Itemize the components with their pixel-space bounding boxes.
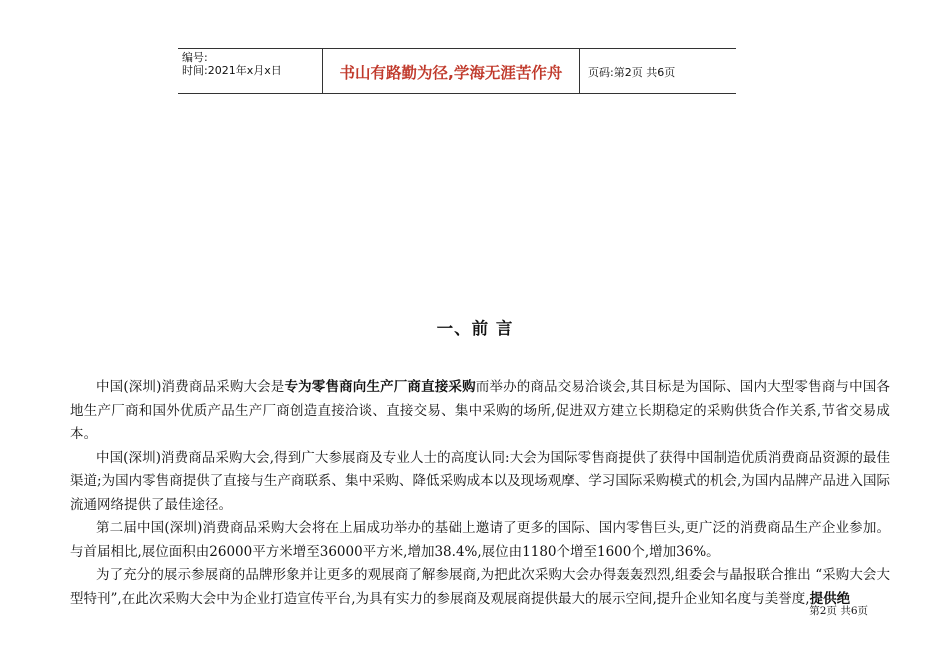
header-motto: 书山有路勤为径,学海无涯苦作舟: [339, 64, 563, 82]
header-page-cell: [580, 49, 736, 93]
section-title: 一、前 言: [436, 319, 514, 338]
header-meta-cell: [178, 49, 322, 93]
paragraph-3: 第二届中国(深圳)消费商品采购大会将在上届成功举办的基础上邀请了更多的国际、国内零售巨头,更广泛的消费商品生产企业参加。与首届相比,展位面积由26000平方米增至36000平方米,增加38.4%,展位由1180个增至1600个,增加36%。: [70, 520, 890, 560]
paragraph-1: [70, 376, 890, 447]
document-time-label: 时间:2021年x月x日: [182, 64, 282, 77]
document-header: [178, 48, 736, 94]
paragraph-4: [70, 564, 890, 611]
header-page-info: 页码:第2页 共6页: [588, 66, 676, 79]
header-motto-cell: [322, 49, 580, 93]
paragraph-4-bold: 提供绝: [809, 590, 851, 607]
paragraph-1-bold: 专为零售商向生产厂商直接采购: [284, 379, 476, 395]
paragraph-2: 中国(深圳)消费商品采购大会,得到广大参展商及专业人士的高度认同:大会为国际零售商提供了获得中国制造优质消费商品资源的最佳渠道;为国内零售商提供了直接与生产商联系、集中采购、降低采购成本以及现场观摩、学习国际采购模式的机会,为国内品牌产品进入国际流通网络提供了最佳途径。: [70, 449, 890, 513]
paragraph-4-text: 为了充分的展示参展商的品牌形象并让更多的观展商了解参展商,为把此次采购大会办得轰轰烈烈,组委会与晶报联合推出 “采购大会大型特刊”,在此次采购大会中为企业打造宣传平台,为具有实力的参展商及观展商提供最大的展示空间,提升企业知名度与美誉度,: [70, 567, 890, 607]
footer-page-number: 第2页 共6页: [809, 605, 868, 617]
paragraph-1-text-a: 中国(深圳)消费商品采购大会是: [96, 379, 285, 395]
document-number-label: 编号:: [182, 51, 208, 64]
body-text: [70, 376, 890, 611]
paragraph-1-text-b: 而举办的商品交易洽谈会,其目标是为国际、国内大型零售商与中国各地生产厂商和国外优质产品生产厂商创造直接洽谈、直接交易、集中采购的场所,促进双方建立长期稳定的采购供货合作关系,节省交易成本。: [70, 379, 890, 442]
